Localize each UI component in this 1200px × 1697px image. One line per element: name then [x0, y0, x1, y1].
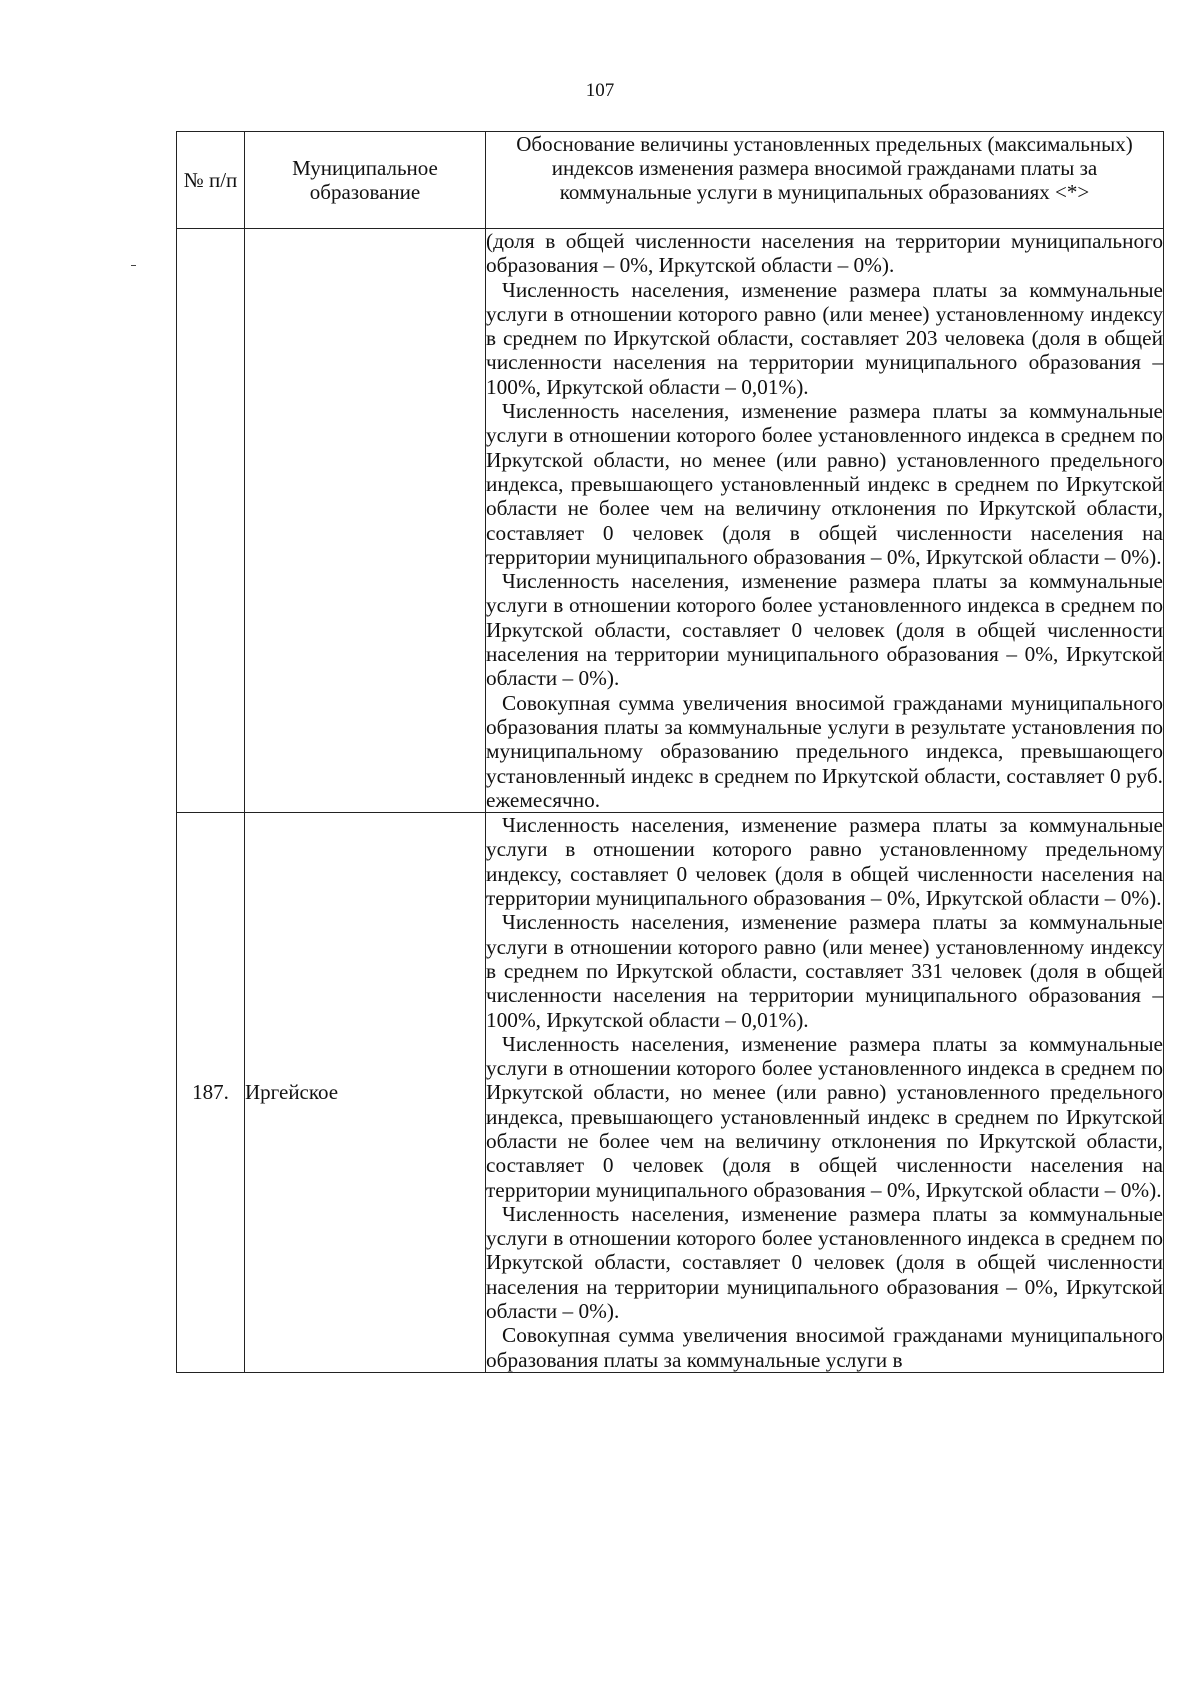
justification-paragraph: Численность населения, изменение размера платы за коммунальные услуги в отношении которого равно установленному предельному индексу, составляет 0 человек (доля в общей численности населения на территории муниципального образования – 0%, Иркутской области – 0%). — [486, 813, 1163, 911]
row-number — [177, 229, 245, 813]
header-municipality: Муниципальное образование — [245, 132, 486, 229]
row-justification — [486, 229, 1164, 813]
table-header-row — [177, 132, 1164, 229]
header-justification: Обоснование величины установленных предельных (максимальных) индексов изменения размера вносимой гражданами платы за коммунальные услуги в муниципальных образованиях <*> — [486, 132, 1164, 229]
justification-paragraph: Совокупная сумма увеличения вносимой гражданами муниципального образования платы за коммунальные услуги в результате установления по муниципальному образованию предельного индекса, превышающего установленный индекс в среднем по Иркутской области, составляет 0 руб. ежемесячно. — [486, 690, 1163, 812]
justification-paragraph: Численность населения, изменение размера платы за коммунальные услуги в отношении которого более установленного индекса в среднем по Иркутской области, но менее (или равно) установленного предельного индекса, превышающего установленный индекс в среднем по Иркутской области не более чем на величину отклонения по Иркутской области, составляет 0 человек (доля в общей численности населения на территории муниципального образования – 0%, Иркутской области – 0%). — [486, 1031, 1163, 1202]
justification-table — [176, 131, 1164, 1373]
row-number: 187. — [177, 813, 245, 1373]
justification-paragraph: (доля в общей численности населения на территории муниципального образования – 0%, Иркутской области – 0%). — [486, 229, 1163, 278]
header-number: № п/п — [177, 132, 245, 229]
table-row — [177, 813, 1164, 1373]
justification-paragraph: Численность населения, изменение размера платы за коммунальные услуги в отношении которого равно (или менее) установленному индексу в среднем по Иркутской области, составляет 203 человека (доля в общей численности населения на территории муниципального образования – 100%, Иркутской области – 0,01%). — [486, 277, 1163, 399]
row-municipality: Иргейское — [245, 813, 486, 1373]
row-justification — [486, 813, 1164, 1373]
justification-paragraph: Численность населения, изменение размера платы за коммунальные услуги в отношении которого более установленного индекса в среднем по Иркутской области, составляет 0 человек (доля в общей численности населения на территории муниципального образования – 0%, Иркутской области – 0%). — [486, 1201, 1163, 1324]
justification-paragraph: Численность населения, изменение размера платы за коммунальные услуги в отношении которого равно (или менее) установленному индексу в среднем по Иркутской области, составляет 331 человек (доля в общей численности населения на территории муниципального образования – 100%, Иркутской области – 0,01%). — [486, 910, 1163, 1032]
justification-paragraph: Численность населения, изменение размера платы за коммунальные услуги в отношении которого более установленного индекса в среднем по Иркутской области, составляет 0 человек (доля в общей численности населения на территории муниципального образования – 0%, Иркутской области – 0%). — [486, 569, 1163, 691]
row-municipality — [245, 229, 486, 813]
justification-paragraph: Численность населения, изменение размера платы за коммунальные услуги в отношении которого более установленного индекса в среднем по Иркутской области, но менее (или равно) установленного предельного индекса, превышающего установленный индекс в среднем по Иркутской области не более чем на величину отклонения по Иркутской области, составляет 0 человек (доля в общей численности населения на территории муниципального образования – 0%, Иркутской области – 0%). — [486, 399, 1163, 569]
page-number: 107 — [585, 80, 615, 101]
margin-mark — [131, 265, 136, 266]
table-row — [177, 229, 1164, 813]
justification-paragraph: Совокупная сумма увеличения вносимой гражданами муниципального образования платы за коммунальные услуги в — [486, 1323, 1163, 1372]
